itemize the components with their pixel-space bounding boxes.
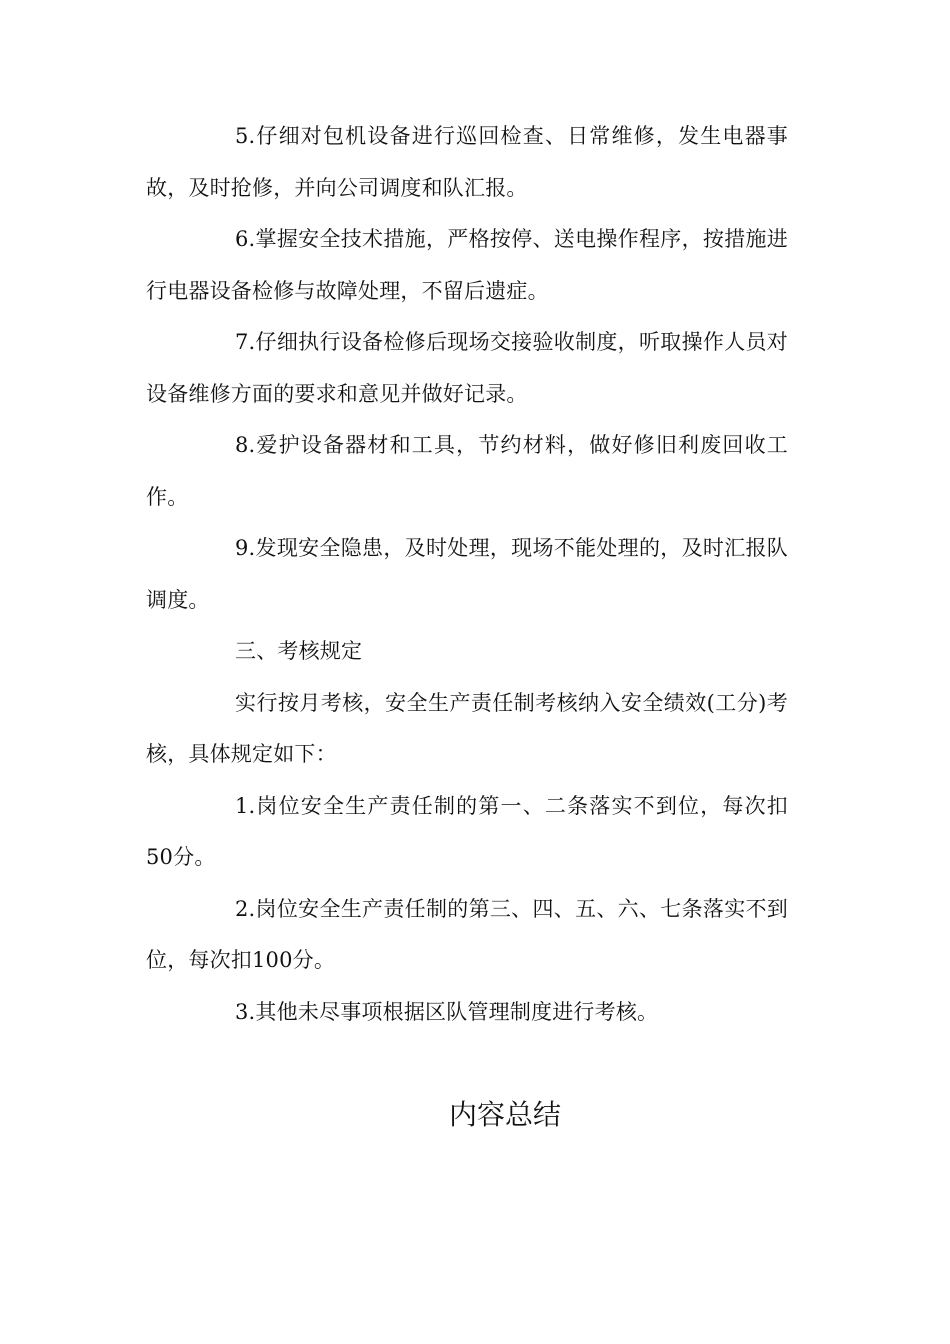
- paragraph-item-5: 5.仔细对包机设备进行巡回检查、日常维修，发生电器事故，及时抢修，并向公司调度和队汇报。: [146, 124, 788, 200]
- assessment-rule-3: 3.其他未尽事项根据区队管理制度进行考核。: [235, 999, 659, 1024]
- section-heading-assessment: 三、考核规定: [235, 639, 363, 663]
- paragraph-item-6: 6.掌握安全技术措施，严格按停、送电操作程序，按措施进行电器设备检修与故障处理，不留后遗症。: [146, 227, 788, 303]
- summary-heading: 内容总结: [448, 1098, 561, 1131]
- assessment-intro: 实行按月考核，安全生产责任制考核纳入安全绩效(工分)考核，具体规定如下：: [146, 690, 788, 766]
- paragraph-item-7: 7.仔细执行设备检修后现场交接验收制度，听取操作人员对设备维修方面的要求和意见并做好记录。: [146, 330, 788, 406]
- paragraph-item-9: 9.发现安全隐患，及时处理，现场不能处理的，及时汇报队调度。: [146, 536, 788, 612]
- paragraph-item-8: 8.爱护设备器材和工具，节约材料，做好修旧利废回收工作。: [146, 433, 788, 509]
- document-body: [146, 111, 788, 1038]
- assessment-rule-1: 1.岗位安全生产责任制的第一、二条落实不到位，每次扣50分。: [146, 793, 788, 869]
- assessment-rule-2: 2.岗位安全生产责任制的第三、四、五、六、七条落实不到位，每次扣100分。: [146, 896, 788, 972]
